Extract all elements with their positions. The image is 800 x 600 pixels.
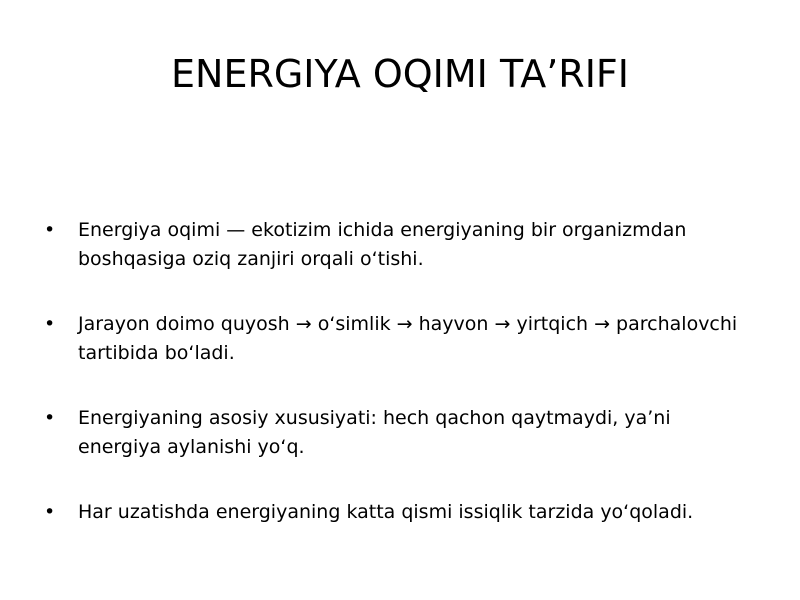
- bullet-dot-icon: •: [44, 407, 56, 429]
- bullet-text: Jarayon doimo quyosh → o‘simlik → hayvon → yirtqich → parchalovchi tartibida bo‘ladi.: [78, 313, 738, 364]
- bullet-dot-icon: •: [44, 313, 56, 335]
- bullet-list: [38, 216, 738, 527]
- bullet-item: [38, 404, 738, 462]
- bullet-dot-icon: •: [44, 219, 56, 241]
- bullet-text: Har uzatishda energiyaning katta qismi issiqlik tarzida yo‘qoladi.: [78, 501, 694, 523]
- bullet-item: [38, 216, 738, 274]
- bullet-text: Energiyaning asosiy xususiyati: hech qachon qaytmaydi, ya’ni energiya aylanishi yo‘q.: [78, 407, 671, 458]
- bullet-item: [38, 498, 738, 527]
- slide-title: ENERGIYA OQIMI TA’RIFI: [171, 52, 629, 96]
- bullet-item: [38, 310, 738, 368]
- bullet-dot-icon: •: [44, 501, 56, 523]
- bullet-text: Energiya oqimi — ekotizim ichida energiyaning bir organizmdan boshqasiga oziq zanjiri orqali o‘tishi.: [78, 219, 687, 270]
